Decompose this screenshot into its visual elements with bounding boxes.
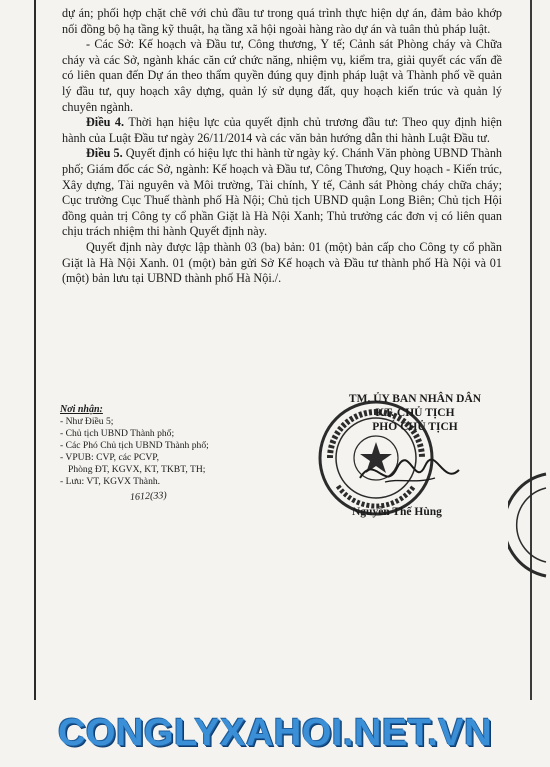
page-border-right	[530, 0, 532, 700]
signature-role2: PHÓ CHỦ TỊCH	[372, 421, 458, 433]
recipient-item: - Các Phó Chủ tịch UBND Thành phố;	[60, 440, 209, 451]
signature-block	[320, 392, 510, 434]
recipients-block	[60, 404, 270, 488]
article-5-text: Quyết định có hiệu lực thi hành từ ngày ký. Chánh Văn phòng UBND Thành phố; Giám đốc các Sở, ngành: Kế hoạch và Đầu tư, Công Thương, Quy hoạch - Kiến trúc, Xây dựng, Tài nguyên và Môi trường, Tài chính, Y tế, Cảnh sát Phòng cháy chữa cháy; Cục trưởng Cục Thuế thành phố Hà Nội; Chủ tịch UBND quận Long Biên; Chủ tịch Hội đồng quản trị Công ty cổ phần Giặt là Hà Nội Xanh; Thủ trưởng các đơn vị có liên quan chịu trách nhiệm thi hành Quyết định này.	[62, 146, 503, 239]
signer-name: Nguyễn Thế Hùng	[352, 506, 442, 518]
watermark-text: CONGLYXAHOI.NET.VN	[57, 712, 493, 754]
paragraph-article-5	[62, 146, 502, 240]
recipient-item: - Chủ tịch UBND Thành phố;	[60, 428, 175, 439]
recipients-title: Nơi nhận:	[60, 404, 103, 415]
recipient-item: - Lưu: VT, KGVX Thành.	[60, 476, 161, 487]
signature-role1: KT. CHỦ TỊCH	[375, 407, 455, 419]
paragraph-departments: - Các Sở: Kế hoạch và Đầu tư, Công thương, Y tế; Cảnh sát Phòng cháy và Chữa cháy và các Sở, ngành khác căn cứ chức năng, nhiệm vụ, kiểm tra, giải quyết các vấn đề có liên quan đến Dự án theo thẩm quyền đúng quy định pháp luật và Thành phố về quản lý đầu tư, quy hoạch xây dựng, quản lý sử dụng đất, quy hoạch kiến trúc và quản lý chuyên ngành.	[62, 37, 502, 114]
page-border-left	[34, 0, 36, 700]
watermark	[0, 700, 550, 767]
article-5-label: Điều 5.	[86, 146, 123, 161]
signature-icon	[355, 448, 465, 498]
recipient-item: Phòng ĐT, KGVX, KT, TKBT, TH;	[68, 464, 206, 475]
handwritten-note: 1612(33)	[129, 490, 167, 503]
paragraph-article-4	[62, 115, 502, 146]
signature-org: TM. ỦY BAN NHÂN DÂN	[348, 393, 482, 405]
paragraph-copies: Quyết định này được lập thành 03 (ba) bản: 01 (một) bản cấp cho Công ty cổ phần Giặt là Hà Nội Xanh. 01 (một) bản gửi Sở Kế hoạch và Đầu tư thành phố Hà Nội và 01 (một) bản lưu tại UBND thành phố Hà Nội./.	[62, 239, 502, 286]
document-body	[62, 6, 502, 287]
recipient-item: - VPUB: CVP, các PCVP,	[60, 452, 159, 463]
article-4-text: Thời hạn hiệu lực của quyết định chủ trương đầu tư: Theo quy định hiện hành của Luật Đầu tư ngày 26/11/2014 và các văn bản hướng dẫn thi hành Luật Đầu tư.	[62, 115, 502, 145]
recipient-item: - Như Điều 5;	[60, 416, 114, 427]
edge-stamp-icon	[508, 470, 548, 580]
paragraph-continuation: dự án; phối hợp chặt chẽ với chủ đầu tư trong quá trình thực hiện dự án, đảm bảo khớp nối đồng bộ hạ tầng kỹ thuật, hạ tầng xã hội ngoài hàng rào dự án và tuân thủ pháp luật.	[62, 6, 502, 36]
article-4-label: Điều 4.	[86, 115, 125, 130]
